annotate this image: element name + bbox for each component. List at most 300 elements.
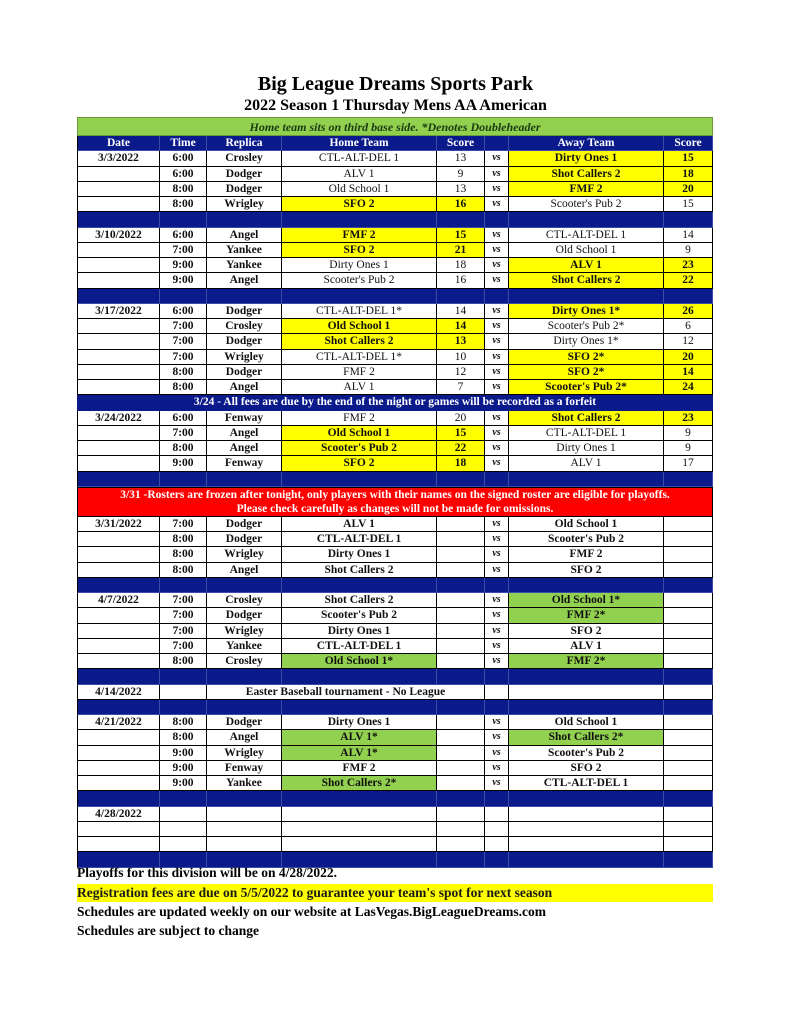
- replica-cell: [207, 807, 282, 822]
- date-cell: [77, 182, 160, 197]
- away-score-cell: [664, 730, 713, 745]
- table-row: [77, 197, 713, 212]
- home-team-cell: SFO 2: [282, 243, 437, 258]
- spacer-cell: [77, 791, 160, 806]
- home-team-cell: Shot Callers 2: [282, 334, 437, 349]
- table-row: [77, 182, 713, 197]
- time-cell: 6:00: [160, 411, 207, 426]
- away-team-cell: Old School 1: [509, 243, 664, 258]
- header-home-team: Home Team: [282, 136, 437, 151]
- spacer-cell: [282, 669, 437, 684]
- spacer-cell: [207, 578, 282, 593]
- page-title: Big League Dreams Sports Park: [257, 73, 534, 95]
- replica-cell: Dodger: [207, 182, 282, 197]
- schedule-table: [77, 117, 713, 868]
- home-team-cell: CTL-ALT-DEL 1: [282, 532, 437, 547]
- spacer-row: [77, 472, 713, 487]
- replica-cell: Yankee: [207, 243, 282, 258]
- vs-cell: vs: [485, 639, 509, 654]
- vs-cell: vs: [485, 411, 509, 426]
- spacer-cell: [437, 791, 485, 806]
- home-team-cell: [282, 822, 437, 837]
- home-score-cell: [437, 715, 485, 730]
- spacer-cell: [437, 578, 485, 593]
- table-row: [77, 746, 713, 761]
- home-score-cell: 13: [437, 182, 485, 197]
- website-note: Schedules are updated weekly on our website at LasVegas.BigLeagueDreams.com: [77, 904, 547, 919]
- replica-cell: Wrigley: [207, 746, 282, 761]
- spacer-cell: [485, 472, 509, 487]
- home-score-cell: [437, 761, 485, 776]
- table-row: [77, 319, 713, 334]
- header-time: Time: [160, 136, 207, 151]
- table-row: [77, 426, 713, 441]
- vs-cell: vs: [485, 654, 509, 669]
- home-team-cell: CTL-ALT-DEL 1: [282, 639, 437, 654]
- away-team-cell: Dirty Ones 1*: [509, 334, 664, 349]
- home-score-cell: 15: [437, 426, 485, 441]
- away-team-cell: Shot Callers 2: [509, 167, 664, 182]
- home-score-cell: 18: [437, 456, 485, 471]
- home-team-cell: [282, 837, 437, 852]
- table-row: [77, 411, 713, 426]
- time-cell: 9:00: [160, 746, 207, 761]
- time-cell: [160, 822, 207, 837]
- registration-note: Registration fees are due on 5/5/2022 to guarantee your team's spot for next season: [77, 884, 713, 902]
- home-score-cell: [437, 776, 485, 791]
- away-team-cell: CTL-ALT-DEL 1: [509, 426, 664, 441]
- away-team-cell: [509, 807, 664, 822]
- home-team-cell: Dirty Ones 1: [282, 547, 437, 562]
- home-score-cell: [437, 608, 485, 623]
- header-date: Date: [77, 136, 160, 151]
- home-team-cell: Scooter's Pub 2: [282, 441, 437, 456]
- spacer-cell: [437, 700, 485, 715]
- date-cell: 4/21/2022: [77, 715, 160, 730]
- replica-cell: Crosley: [207, 151, 282, 166]
- spacer-row: [77, 791, 713, 806]
- away-team-cell: Scooter's Pub 2: [509, 197, 664, 212]
- away-team-cell: Old School 1: [509, 517, 664, 532]
- replica-cell: Dodger: [207, 532, 282, 547]
- date-cell: 3/10/2022: [77, 228, 160, 243]
- header-home-score: Score: [437, 136, 485, 151]
- away-team-cell: FMF 2: [509, 182, 664, 197]
- replica-cell: Dodger: [207, 715, 282, 730]
- spacer-cell: [77, 472, 160, 487]
- home-team-cell: Old School 1: [282, 319, 437, 334]
- vs-cell: vs: [485, 593, 509, 608]
- spacer-row: [77, 578, 713, 593]
- away-score-cell: 26: [664, 304, 713, 319]
- home-team-cell: FMF 2: [282, 411, 437, 426]
- replica-cell: Wrigley: [207, 197, 282, 212]
- away-team-cell: Shot Callers 2*: [509, 730, 664, 745]
- spacer-cell: [160, 472, 207, 487]
- away-team-cell: SFO 2: [509, 761, 664, 776]
- table-row: [77, 547, 713, 562]
- spacer-row: [77, 212, 713, 227]
- vs-cell: vs: [485, 273, 509, 288]
- time-cell: 8:00: [160, 532, 207, 547]
- replica-cell: Wrigley: [207, 350, 282, 365]
- away-team-cell: Scooter's Pub 2: [509, 532, 664, 547]
- date-cell: [77, 837, 160, 852]
- away-score-cell: [664, 532, 713, 547]
- vs-cell: vs: [485, 547, 509, 562]
- away-team-cell: [509, 685, 664, 700]
- table-header: [77, 136, 713, 151]
- replica-cell: Yankee: [207, 639, 282, 654]
- table-row: [77, 654, 713, 669]
- vs-cell: vs: [485, 776, 509, 791]
- time-cell: 7:00: [160, 319, 207, 334]
- table-row: [77, 517, 713, 532]
- spacer-cell: [77, 289, 160, 304]
- vs-cell: vs: [485, 334, 509, 349]
- vs-cell: [485, 807, 509, 822]
- away-team-cell: SFO 2: [509, 563, 664, 578]
- header-away-team: Away Team: [509, 136, 664, 151]
- home-score-cell: [437, 639, 485, 654]
- home-team-cell: ALV 1*: [282, 746, 437, 761]
- date-cell: 4/14/2022: [77, 685, 160, 700]
- spacer-cell: [485, 289, 509, 304]
- replica-cell: Angel: [207, 380, 282, 395]
- date-cell: [77, 456, 160, 471]
- date-cell: 3/24/2022: [77, 411, 160, 426]
- home-team-cell: Old School 1: [282, 182, 437, 197]
- table-body: [77, 151, 713, 867]
- spacer-cell: [664, 289, 713, 304]
- date-cell: [77, 365, 160, 380]
- home-score-cell: 14: [437, 304, 485, 319]
- home-team-cell: Scooter's Pub 2: [282, 608, 437, 623]
- note-row: [77, 685, 713, 700]
- change-note: Schedules are subject to change: [77, 923, 259, 938]
- replica-cell: Angel: [207, 228, 282, 243]
- time-cell: 9:00: [160, 456, 207, 471]
- vs-cell: [485, 822, 509, 837]
- table-row: [77, 563, 713, 578]
- away-score-cell: [664, 715, 713, 730]
- replica-cell: Fenway: [207, 761, 282, 776]
- home-score-cell: 12: [437, 365, 485, 380]
- time-cell: 6:00: [160, 167, 207, 182]
- table-row: [77, 730, 713, 745]
- spacer-cell: [282, 700, 437, 715]
- spacer-cell: [160, 791, 207, 806]
- away-team-cell: SFO 2*: [509, 350, 664, 365]
- date-cell: 3/17/2022: [77, 304, 160, 319]
- away-team-cell: Dirty Ones 1: [509, 441, 664, 456]
- table-row: [77, 243, 713, 258]
- header-vs: [485, 136, 509, 151]
- home-score-cell: 14: [437, 319, 485, 334]
- date-cell: [77, 243, 160, 258]
- vs-cell: vs: [485, 151, 509, 166]
- away-score-cell: 23: [664, 258, 713, 273]
- spacer-cell: [437, 212, 485, 227]
- away-team-cell: CTL-ALT-DEL 1: [509, 228, 664, 243]
- spacer-cell: [509, 700, 664, 715]
- vs-cell: vs: [485, 258, 509, 273]
- note-cell: Easter Baseball tournament - No League: [207, 685, 485, 700]
- spacer-cell: [77, 578, 160, 593]
- replica-cell: Yankee: [207, 258, 282, 273]
- time-cell: 9:00: [160, 776, 207, 791]
- home-team-cell: CTL-ALT-DEL 1*: [282, 304, 437, 319]
- replica-cell: Crosley: [207, 319, 282, 334]
- replica-cell: Wrigley: [207, 547, 282, 562]
- replica-cell: Dodger: [207, 608, 282, 623]
- away-score-cell: [664, 547, 713, 562]
- vs-cell: vs: [485, 624, 509, 639]
- vs-cell: vs: [485, 350, 509, 365]
- spacer-cell: [282, 289, 437, 304]
- date-cell: 3/31/2022: [77, 517, 160, 532]
- spacer-cell: [485, 669, 509, 684]
- away-score-cell: 20: [664, 350, 713, 365]
- time-cell: 8:00: [160, 365, 207, 380]
- away-team-cell: SFO 2: [509, 624, 664, 639]
- vs-cell: vs: [485, 730, 509, 745]
- time-cell: 8:00: [160, 380, 207, 395]
- vs-cell: vs: [485, 456, 509, 471]
- vs-cell: vs: [485, 517, 509, 532]
- home-score-cell: 16: [437, 197, 485, 212]
- away-team-cell: CTL-ALT-DEL 1: [509, 776, 664, 791]
- spacer-cell: [160, 212, 207, 227]
- date-cell: [77, 350, 160, 365]
- playoffs-note: Playoffs for this division will be on 4/28/2022.: [77, 865, 338, 880]
- table-row: [77, 365, 713, 380]
- away-score-cell: [664, 685, 713, 700]
- time-cell: 8:00: [160, 730, 207, 745]
- table-row: [77, 380, 713, 395]
- home-team-cell: FMF 2: [282, 228, 437, 243]
- date-cell: [77, 167, 160, 182]
- date-cell: [77, 654, 160, 669]
- away-team-cell: ALV 1: [509, 258, 664, 273]
- spacer-cell: [437, 669, 485, 684]
- vs-cell: [485, 837, 509, 852]
- home-team-cell: SFO 2: [282, 456, 437, 471]
- time-cell: 8:00: [160, 441, 207, 456]
- away-team-cell: Scooter's Pub 2*: [509, 319, 664, 334]
- table-row: [77, 334, 713, 349]
- spacer-cell: [160, 578, 207, 593]
- table-row: [77, 441, 713, 456]
- vs-cell: vs: [485, 532, 509, 547]
- away-score-cell: 17: [664, 456, 713, 471]
- vs-cell: vs: [485, 426, 509, 441]
- away-score-cell: 24: [664, 380, 713, 395]
- vs-cell: vs: [485, 746, 509, 761]
- replica-cell: Crosley: [207, 654, 282, 669]
- table-row: [77, 456, 713, 471]
- spacer-row: [77, 289, 713, 304]
- table-row: [77, 807, 713, 822]
- time-cell: [160, 837, 207, 852]
- away-team-cell: FMF 2*: [509, 608, 664, 623]
- spacer-cell: [664, 212, 713, 227]
- away-score-cell: 6: [664, 319, 713, 334]
- away-score-cell: [664, 624, 713, 639]
- replica-cell: [207, 822, 282, 837]
- vs-cell: vs: [485, 380, 509, 395]
- home-score-cell: 22: [437, 441, 485, 456]
- away-team-cell: [509, 837, 664, 852]
- spacer-cell: [664, 791, 713, 806]
- table-row: [77, 258, 713, 273]
- spacer-cell: [282, 472, 437, 487]
- table-row: [77, 167, 713, 182]
- time-cell: 7:00: [160, 334, 207, 349]
- date-cell: [77, 532, 160, 547]
- replica-cell: Dodger: [207, 365, 282, 380]
- home-score-cell: [437, 837, 485, 852]
- away-score-cell: 18: [664, 167, 713, 182]
- spacer-cell: [485, 212, 509, 227]
- away-team-cell: Old School 1*: [509, 593, 664, 608]
- away-team-cell: FMF 2: [509, 547, 664, 562]
- date-cell: [77, 746, 160, 761]
- away-team-cell: ALV 1: [509, 639, 664, 654]
- home-score-cell: 7: [437, 380, 485, 395]
- table-row: [77, 304, 713, 319]
- home-score-cell: [437, 730, 485, 745]
- time-cell: 7:00: [160, 426, 207, 441]
- home-team-cell: ALV 1*: [282, 730, 437, 745]
- spacer-cell: [437, 289, 485, 304]
- home-team-cell: ALV 1: [282, 517, 437, 532]
- time-cell: 6:00: [160, 151, 207, 166]
- spacer-cell: [207, 700, 282, 715]
- away-team-cell: FMF 2*: [509, 654, 664, 669]
- table-row: [77, 639, 713, 654]
- away-score-cell: 22: [664, 273, 713, 288]
- table-row: [77, 608, 713, 623]
- date-cell: [77, 761, 160, 776]
- time-cell: 9:00: [160, 273, 207, 288]
- date-cell: [77, 258, 160, 273]
- home-score-cell: 13: [437, 151, 485, 166]
- spacer-cell: [509, 578, 664, 593]
- away-score-cell: [664, 746, 713, 761]
- home-team-cell: Scooter's Pub 2: [282, 273, 437, 288]
- vs-cell: vs: [485, 243, 509, 258]
- table-row: [77, 532, 713, 547]
- date-cell: [77, 776, 160, 791]
- away-team-cell: [509, 822, 664, 837]
- home-score-cell: [437, 547, 485, 562]
- spacer-cell: [437, 472, 485, 487]
- vs-cell: vs: [485, 182, 509, 197]
- time-cell: [160, 807, 207, 822]
- date-cell: [77, 624, 160, 639]
- away-score-cell: [664, 837, 713, 852]
- home-team-cell: Dirty Ones 1: [282, 258, 437, 273]
- spacer-cell: [485, 578, 509, 593]
- away-team-cell: Scooter's Pub 2: [509, 746, 664, 761]
- away-score-cell: [664, 593, 713, 608]
- away-score-cell: 20: [664, 182, 713, 197]
- home-score-cell: 13: [437, 334, 485, 349]
- spacer-cell: [485, 791, 509, 806]
- time-cell: 7:00: [160, 608, 207, 623]
- home-score-cell: [437, 532, 485, 547]
- replica-cell: Dodger: [207, 167, 282, 182]
- home-score-cell: 20: [437, 411, 485, 426]
- vs-cell: vs: [485, 197, 509, 212]
- vs-cell: vs: [485, 319, 509, 334]
- home-team-cell: Old School 1: [282, 426, 437, 441]
- time-cell: 8:00: [160, 563, 207, 578]
- date-cell: [77, 273, 160, 288]
- spacer-row: [77, 700, 713, 715]
- spacer-cell: [207, 289, 282, 304]
- away-score-cell: 9: [664, 243, 713, 258]
- home-score-cell: [437, 822, 485, 837]
- away-score-cell: [664, 517, 713, 532]
- spacer-row: [77, 669, 713, 684]
- home-score-cell: [437, 746, 485, 761]
- vs-cell: vs: [485, 228, 509, 243]
- away-score-cell: 12: [664, 334, 713, 349]
- date-cell: [77, 563, 160, 578]
- away-team-cell: ALV 1: [509, 456, 664, 471]
- alert-line: Please check carefully as changes will not be made for omissions.: [236, 503, 554, 516]
- away-team-cell: Old School 1: [509, 715, 664, 730]
- table-row: [77, 776, 713, 791]
- table-row: [77, 624, 713, 639]
- away-score-cell: 14: [664, 228, 713, 243]
- table-row: [77, 273, 713, 288]
- spacer-cell: [664, 700, 713, 715]
- time-cell: 8:00: [160, 715, 207, 730]
- home-score-cell: [437, 517, 485, 532]
- replica-cell: Dodger: [207, 517, 282, 532]
- date-cell: [77, 730, 160, 745]
- date-cell: [77, 547, 160, 562]
- home-team-cell: ALV 1: [282, 380, 437, 395]
- spacer-cell: [509, 289, 664, 304]
- away-team-cell: Dirty Ones 1: [509, 151, 664, 166]
- vs-cell: vs: [485, 608, 509, 623]
- time-cell: 8:00: [160, 654, 207, 669]
- date-cell: [77, 197, 160, 212]
- home-score-cell: 10: [437, 350, 485, 365]
- time-cell: 7:00: [160, 350, 207, 365]
- time-cell: 8:00: [160, 547, 207, 562]
- away-score-cell: 15: [664, 151, 713, 166]
- away-score-cell: [664, 654, 713, 669]
- spacer-cell: [77, 700, 160, 715]
- time-cell: 9:00: [160, 258, 207, 273]
- spacer-cell: [282, 578, 437, 593]
- replica-cell: Angel: [207, 441, 282, 456]
- spacer-cell: [160, 289, 207, 304]
- table-row: [77, 715, 713, 730]
- away-score-cell: 23: [664, 411, 713, 426]
- table-row: [77, 593, 713, 608]
- away-team-cell: Shot Callers 2: [509, 273, 664, 288]
- vs-cell: vs: [485, 441, 509, 456]
- spacer-cell: [77, 669, 160, 684]
- date-cell: [77, 441, 160, 456]
- home-score-cell: [437, 563, 485, 578]
